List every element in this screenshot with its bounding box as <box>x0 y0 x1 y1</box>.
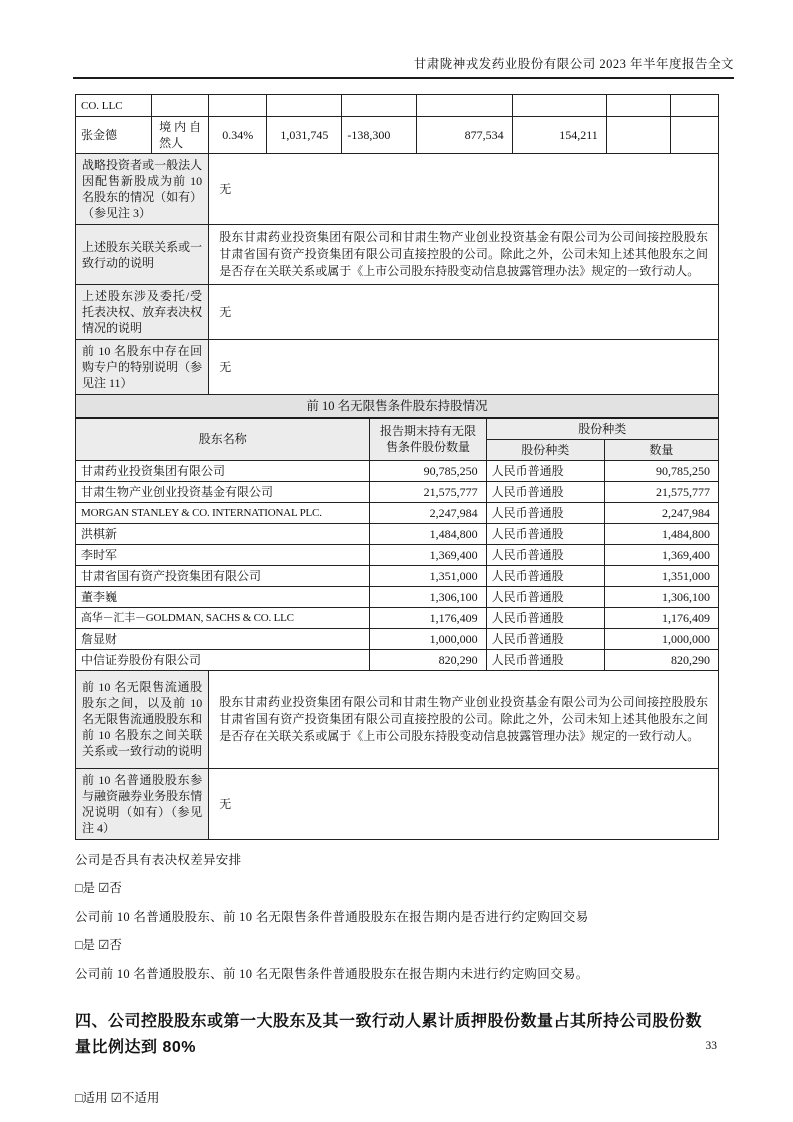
voting-rights-checkboxes: □是 ☑否 <box>75 880 122 895</box>
cell-amount: 2,247,984 <box>604 502 718 523</box>
table-row <box>76 628 719 649</box>
cell-share-class: 人民币普通股 <box>486 607 604 628</box>
note-value: 股东甘肃药业投资集团有限公司和甘肃生物产业创业投资基金有限公司为公司间接控股股东甘肃省国有资产投资集团有限公司直接控股的公司。除此之外，公司未知上述其他股东之间是否存在关联关系或属于《上市公司股东持股变动信息披露管理办法》规定的一致行动人。 <box>209 670 719 768</box>
cell-holder-name: 甘肃生物产业创业投资基金有限公司 <box>76 481 370 502</box>
section-title: 前 10 名无限售条件股东持股情况 <box>76 395 719 418</box>
table-row-note <box>76 225 719 285</box>
cell-share-class: 人民币普通股 <box>486 628 604 649</box>
cell-amount: 1,000,000 <box>604 628 718 649</box>
page-header-title: 甘肃陇神戎发药业股份有限公司 2023 年半年度报告全文 <box>413 57 734 71</box>
note-label: 前 10 名普通股股东参与融资融券业务股东情况说明（如有）（参见注 4） <box>76 768 209 839</box>
table-row-holder <box>76 117 719 154</box>
empty-cell <box>417 95 512 117</box>
repurchase-statement: 公司前 10 名普通股股东、前 10 名无限售条件普通股股东在报告期内未进行约定购回交易。 <box>75 966 589 981</box>
note-value: 无 <box>209 285 719 340</box>
table-row <box>76 565 719 586</box>
cell-share-class: 人民币普通股 <box>486 586 604 607</box>
cell-unrestricted-shares: 154,211 <box>512 117 606 154</box>
cell-holder-name: 中信证券股份有限公司 <box>76 649 370 670</box>
cell-amount: 820,290 <box>604 649 718 670</box>
table-row <box>76 523 719 544</box>
table-row-note <box>76 285 719 340</box>
note-label: 上述股东关联关系或一致行动的说明 <box>76 225 209 285</box>
section4-heading: 四、公司控股股东或第一大股东及其一致行动人累计质押股份数量占其所持公司股份数量比例达到 80% <box>75 1012 703 1056</box>
cell-share-class: 人民币普通股 <box>486 523 604 544</box>
cell-pledge-status <box>606 117 670 154</box>
empty-cell <box>670 95 718 117</box>
cell-holder-name: 甘肃省国有资产投资集团有限公司 <box>76 565 370 586</box>
cell-holder-name: 高华－汇丰－GOLDMAN, SACHS & CO. LLC <box>76 607 370 628</box>
table-row-note <box>76 340 719 395</box>
cell-amount: 1,176,409 <box>604 607 718 628</box>
table-row-note <box>76 154 719 225</box>
note-label: 前 10 名无限售流通股股东之间，以及前 10 名无限售流通股股东和前 10 名股东之间关联关系或一致行动的说明 <box>76 670 209 768</box>
empty-cell <box>267 95 342 117</box>
cell-share-class: 人民币普通股 <box>486 649 604 670</box>
repurchase-checkboxes: □是 ☑否 <box>75 937 122 952</box>
cell-qty: 1,351,000 <box>370 565 486 586</box>
cell-holder-name: 张金德 <box>76 117 152 154</box>
cell-pledge-qty <box>670 117 718 154</box>
empty-cell <box>512 95 606 117</box>
table-row <box>76 586 719 607</box>
cell-amount: 90,785,250 <box>604 460 718 481</box>
cell-holder-name: 洪棋新 <box>76 523 370 544</box>
cell-qty: 90,785,250 <box>370 460 486 481</box>
table-row-carryover <box>76 95 719 117</box>
note-value: 无 <box>209 340 719 395</box>
table-row <box>76 607 719 628</box>
cell-holder-name: 甘肃药业投资集团有限公司 <box>76 460 370 481</box>
col-header-name: 股东名称 <box>76 418 370 461</box>
cell-qty: 21,575,777 <box>370 481 486 502</box>
cell-amount: 1,369,400 <box>604 544 718 565</box>
cell-holder-name: 李时军 <box>76 544 370 565</box>
empty-cell <box>606 95 670 117</box>
cell-qty: 1,000,000 <box>370 628 486 649</box>
cell-amount: 1,351,000 <box>604 565 718 586</box>
voting-rights-question: 公司是否具有表决权差异安排 <box>75 852 242 867</box>
table-row-note <box>76 768 719 839</box>
empty-cell <box>342 95 417 117</box>
empty-cell <box>152 95 209 117</box>
cell-holder-name: CO. LLC <box>76 95 152 117</box>
cell-share-class: 人民币普通股 <box>486 565 604 586</box>
cell-share-class: 人民币普通股 <box>486 502 604 523</box>
table-header-row <box>76 418 719 440</box>
col-header-share-class-group: 股份种类 <box>486 418 718 440</box>
section-title-row <box>76 395 719 418</box>
table-row <box>76 481 719 502</box>
note-value: 无 <box>209 768 719 839</box>
repurchase-question: 公司前 10 名普通股股东、前 10 名无限售条件普通股股东在报告期内是否进行约定购回交易 <box>75 909 589 924</box>
table-row-note <box>76 670 719 768</box>
cell-qty: 820,290 <box>370 649 486 670</box>
cell-share-class: 人民币普通股 <box>486 481 604 502</box>
cell-holding-ratio: 0.34% <box>209 117 267 154</box>
page-number: 33 <box>705 1040 717 1052</box>
note-value: 股东甘肃药业投资集团有限公司和甘肃生物产业创业投资基金有限公司为公司间接控股股东甘肃省国有资产投资集团有限公司直接控股的公司。除此之外，公司未知上述其他股东之间是否存在关联关系或属于《上市公司股东持股变动信息披露管理办法》规定的一致行动人。 <box>209 225 719 285</box>
col-header-unrestricted-qty: 报告期末持有无限售条件股份数量 <box>370 418 486 461</box>
cell-qty: 1,176,409 <box>370 607 486 628</box>
cell-qty: 1,306,100 <box>370 586 486 607</box>
note-value: 无 <box>209 154 719 225</box>
unrestricted-shareholders-table <box>75 394 719 840</box>
cell-qty: 1,369,400 <box>370 544 486 565</box>
empty-cell <box>209 95 267 117</box>
cell-change: -138,300 <box>342 117 417 154</box>
cell-holder-nature: 境内自然人 <box>152 117 209 154</box>
cell-share-class: 人民币普通股 <box>486 460 604 481</box>
note-label: 上述股东涉及委托/受托表决权、放弃表决权情况的说明 <box>76 285 209 340</box>
table-row <box>76 544 719 565</box>
col-header-amount: 数量 <box>604 439 718 460</box>
header-rule <box>73 77 734 79</box>
col-header-share-class: 股份种类 <box>486 439 604 460</box>
note-label: 战略投资者或一般法人因配售新股成为前 10 名股东的情况（如有）（参见注 3） <box>76 154 209 225</box>
cell-amount: 21,575,777 <box>604 481 718 502</box>
cell-holder-name: MORGAN STANLEY & CO. INTERNATIONAL PLC. <box>76 502 370 523</box>
cell-qty: 1,484,800 <box>370 523 486 544</box>
cell-amount: 1,484,800 <box>604 523 718 544</box>
table-row <box>76 460 719 481</box>
table-row <box>76 502 719 523</box>
cell-holder-name: 董李巍 <box>76 586 370 607</box>
page-content <box>75 94 719 1107</box>
applicable-checkboxes: □适用 ☑不适用 <box>75 1090 160 1105</box>
cell-holder-name: 詹显财 <box>76 628 370 649</box>
table-row <box>76 649 719 670</box>
top10-shareholders-table <box>75 94 719 395</box>
cell-amount: 1,306,100 <box>604 586 718 607</box>
cell-qty: 2,247,984 <box>370 502 486 523</box>
cell-share-class: 人民币普通股 <box>486 544 604 565</box>
cell-shares-end: 1,031,745 <box>267 117 342 154</box>
note-label: 前 10 名股东中存在回购专户的特别说明（参见注 11） <box>76 340 209 395</box>
cell-restricted-shares: 877,534 <box>417 117 512 154</box>
